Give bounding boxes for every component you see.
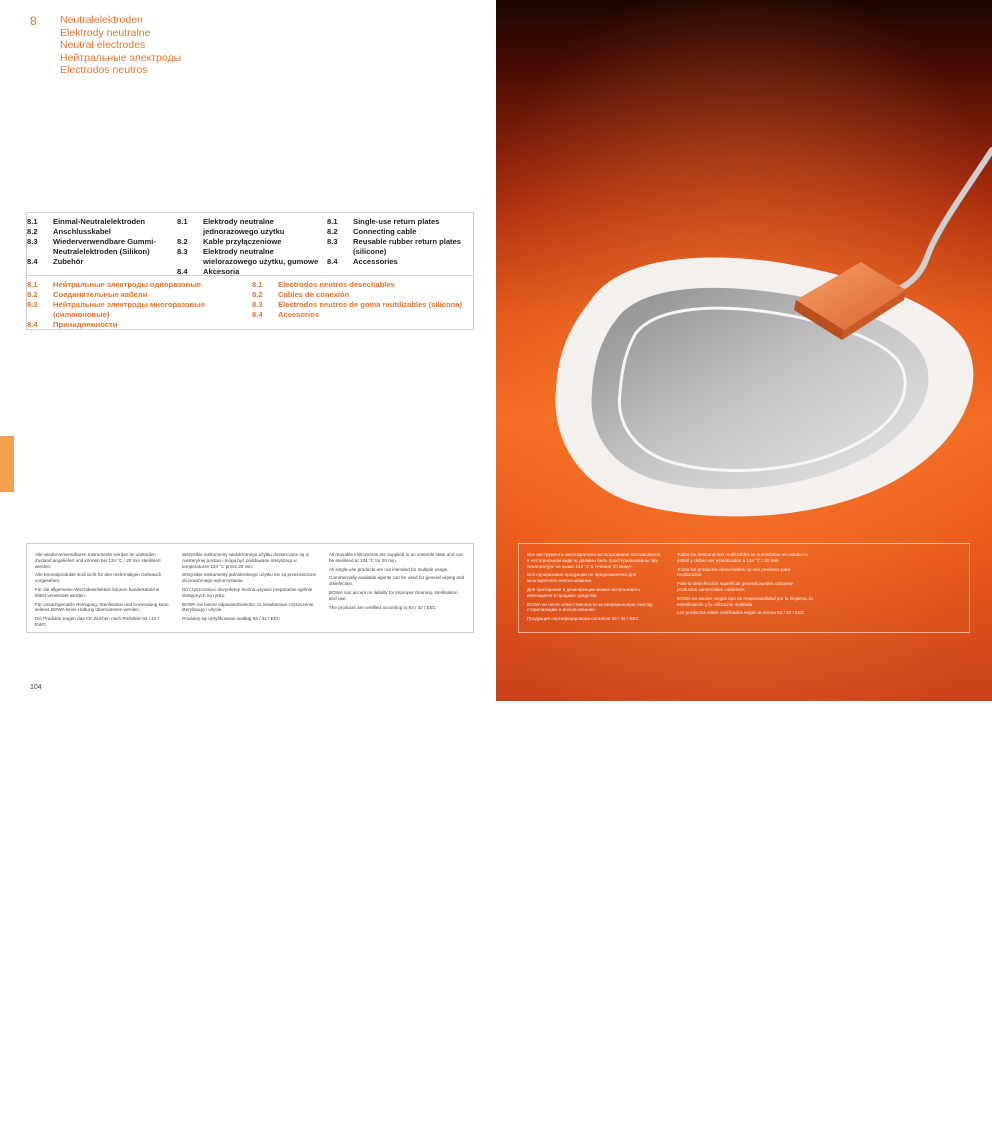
toc-item[interactable]: (силиконовые) xyxy=(53,310,110,319)
toc-item[interactable]: (silicone) xyxy=(353,247,387,256)
toc-item[interactable]: 8.3 Elektrody neutralne xyxy=(177,247,274,256)
info-paragraph: Alle wiederverwendbaren Instrumente werden im unsterilen Zustand angeliefert und können bei 134 °C / 20 min sterilisiert werden. xyxy=(35,552,161,569)
info-paragraph: Все инструменты многократного использования поставляются в нестерильном виде и, должны быть простерилизованы при температуре не выше 134 °С в течение 20 минут. xyxy=(527,552,661,569)
page-number: 104 xyxy=(30,684,42,691)
toc-item[interactable]: 8.4 Zubehör xyxy=(27,257,84,266)
info-paragraph: Für die allgemeine Wischdesinfektion können handelsübliche Mittel verwendet werden. xyxy=(35,586,160,598)
info-box-left xyxy=(26,543,474,633)
info-paragraph: Вся одноразовая продукция не предназначена для многократного использования. xyxy=(527,572,637,584)
info-paragraph: Wszystkie instrumenty jednokrotnego użytku nie są przeznaczone do powtórnego wykorzystania. xyxy=(182,572,317,584)
toc-spanish xyxy=(252,280,462,320)
chapter-number-right: 8 xyxy=(909,1126,917,1142)
info-paragraph: Для протирания и дезинфекции можно использовать имеющиеся в продаже средства. xyxy=(527,586,641,598)
info-paragraph: Do czyszczenia i dezynfekcji można używać preparatów ogólnie dostępnych na rynku. xyxy=(182,586,313,598)
toc-divider xyxy=(27,275,473,276)
chapter-tab-marker xyxy=(0,436,14,492)
table-of-contents xyxy=(26,212,474,330)
left-page xyxy=(0,0,496,701)
toc-item[interactable]: 8.4 Принадлежности xyxy=(27,320,118,329)
info-russian xyxy=(527,552,663,625)
toc-item[interactable]: 8.3 Electrodos neutros de goma reutilizables (silicona) xyxy=(252,300,462,309)
info-paragraph: Commercially available agents can be used for general wiping and disinfection. xyxy=(329,575,465,587)
toc-item[interactable]: 8.1 Single-use return plates xyxy=(327,217,440,226)
toc-item[interactable]: 8.2 Cables de conexión xyxy=(252,290,350,299)
toc-item[interactable]: 8.2 Соединительные кабели xyxy=(27,290,148,299)
toc-russian xyxy=(27,280,205,330)
info-paragraph: Produkty są certyfikowane według 93 / 42 / EEC xyxy=(182,616,281,622)
info-polish xyxy=(182,552,318,625)
toc-polish xyxy=(177,217,318,277)
chapter-number: 8 xyxy=(30,14,37,28)
title-de: Neutralelektroden xyxy=(60,14,143,26)
toc-item[interactable]: 8.3 Нейтральные электроды многоразовые xyxy=(27,300,206,309)
toc-item[interactable]: 8.1 Electrodos neutros desechables xyxy=(252,280,395,289)
toc-item[interactable]: 8.4 Akcesoria xyxy=(177,267,240,276)
toc-item[interactable]: 8.2 Anschlusskabel xyxy=(27,227,111,236)
info-paragraph: Todos los productos desechables no son previstos para reutilización. xyxy=(677,566,791,578)
info-spanish xyxy=(677,552,813,619)
toc-item[interactable]: 8.3 Reusable rubber return plates xyxy=(327,237,462,246)
title-pl: Elektrody neutralne xyxy=(60,26,151,39)
info-box-right xyxy=(518,543,970,1142)
toc-item[interactable]: 8.2 Kable przyłączeniowe xyxy=(177,237,282,246)
title-es: Electrodos neutros xyxy=(60,64,148,76)
chapter-titles xyxy=(60,14,181,77)
title-ru: Нейтральные электроды xyxy=(60,51,182,64)
toc-item[interactable]: 8.1 Einmal-Neutralelektroden xyxy=(27,217,145,226)
toc-item[interactable]: 8.1 Elektrody neutralne xyxy=(177,217,274,226)
info-paragraph: Für unsachgemäße Reinigung, Sterilisation und Anwendung kann seitens BOWA keine Haftung übernommen werden. xyxy=(35,601,169,613)
info-paragraph: All single-use products are not intended for multiple usage. xyxy=(329,566,449,572)
info-paragraph: Los productos están certificados según la norma 93 / 42 / EEC xyxy=(677,610,805,616)
info-paragraph: BOWA no asume ningún tipo de responsabilidad por la limpieza, la esterilización y la utilización indebida. xyxy=(677,595,813,607)
toc-item[interactable]: jednorazowego użytku xyxy=(203,227,285,236)
toc-item[interactable]: 8.2 Connecting cable xyxy=(327,227,417,236)
info-paragraph: BOWA can accept no liability for improper cleaning, sterilisation and use. xyxy=(329,589,458,601)
toc-item[interactable]: 8.3 Wiederverwendbare Gummi- xyxy=(27,237,156,246)
info-paragraph: BOWA nie bierze odpowiedzialności za niewłaściwe czyszczenie, sterylizację i użycie. xyxy=(182,601,315,613)
toc-item[interactable]: wielorazowego użytku, gumowe xyxy=(203,257,319,266)
info-paragraph: Wszystkie instrumenty wielokrotnego użytku dostarczane są w niesterylnej postaci i mogą być poddawane sterylizacji w temperaturze 134 °C przez 20 min. xyxy=(182,552,309,569)
info-paragraph: BOWA не несет ответственности за неправильную очистку, стерилизацию и использование. xyxy=(527,601,654,613)
toc-item[interactable]: Neutralelektroden (Silikon) xyxy=(53,247,150,256)
info-paragraph: Alle Einmalprodukte sind nicht für den mehrmaligen Gebrauch vorgesehen. xyxy=(35,572,162,584)
toc-item[interactable]: 8.1 Нейтральные электроды одноразовые xyxy=(27,280,202,289)
title-en: Neutral electrodes xyxy=(60,39,146,51)
toc-item[interactable]: 8.4 Accessories xyxy=(327,257,398,266)
info-english xyxy=(329,552,465,613)
info-paragraph: The products are certified according to 93 / 42 / EEC xyxy=(329,604,436,610)
info-paragraph: All reusable instruments are supplied in an unsterile state and can be sterilised at 134 °C for 20 min. xyxy=(329,552,464,563)
toc-item[interactable]: 8.4 Accesorios xyxy=(252,310,319,319)
info-paragraph: Продукция сертифицирована согласно 93 / 42 / EEC xyxy=(527,616,639,622)
info-paragraph: Die Produkte tragen das CE Zeichen nach Richtlinie 93 / 42 / EWG xyxy=(35,616,159,627)
toc-english xyxy=(327,217,461,267)
right-page-photo xyxy=(496,0,992,1142)
info-german xyxy=(35,552,171,631)
info-paragraph: Todos los instrumentos reutilizables se suministran en estado no estéril y deben ser esterilizados a 134 °C / 20 min. xyxy=(677,552,809,563)
toc-german xyxy=(27,217,156,267)
info-paragraph: Para la desinfección superficial general pueden utilizarse productos comerciales corrientes. xyxy=(677,581,793,592)
